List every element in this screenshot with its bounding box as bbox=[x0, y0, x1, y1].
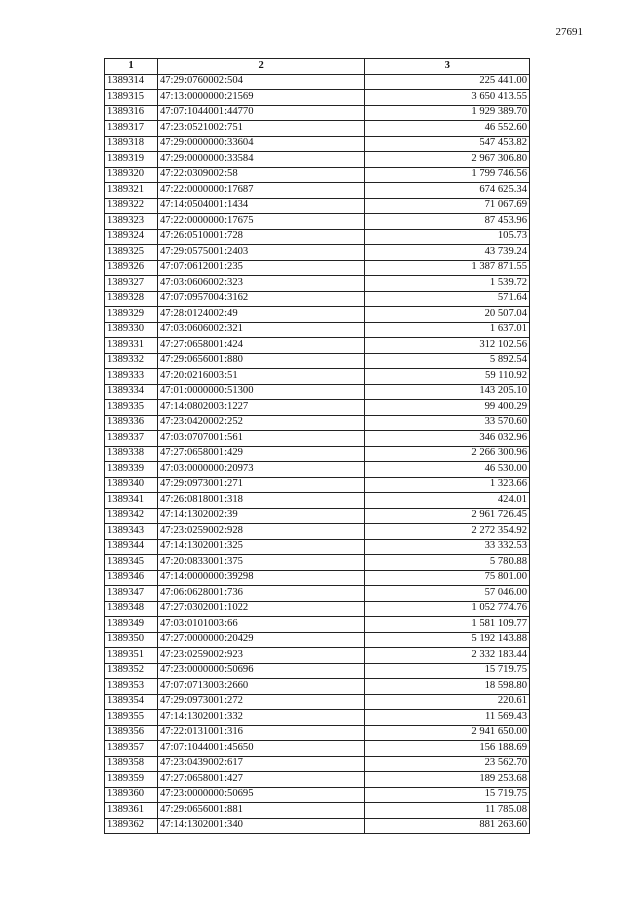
cadastral-value: 23 562.70 bbox=[365, 756, 530, 772]
table-row bbox=[105, 353, 530, 369]
row-number: 1389331 bbox=[105, 338, 158, 354]
table-header-row bbox=[105, 59, 530, 75]
cadastral-value: 2 266 300.96 bbox=[365, 446, 530, 462]
cadastral-number: 47:14:0504001:1434 bbox=[157, 198, 365, 214]
row-number: 1389357 bbox=[105, 741, 158, 757]
table-row bbox=[105, 446, 530, 462]
row-number: 1389341 bbox=[105, 493, 158, 509]
table-row bbox=[105, 617, 530, 633]
table-row bbox=[105, 90, 530, 106]
row-number: 1389349 bbox=[105, 617, 158, 633]
table-row bbox=[105, 245, 530, 261]
row-number: 1389356 bbox=[105, 725, 158, 741]
cadastral-number: 47:22:0000000:17675 bbox=[157, 214, 365, 230]
cadastral-value: 5 192 143.88 bbox=[365, 632, 530, 648]
column-header-1: 1 bbox=[105, 59, 158, 75]
table-row bbox=[105, 477, 530, 493]
cadastral-value: 220.61 bbox=[365, 694, 530, 710]
table-row bbox=[105, 105, 530, 121]
cadastral-value: 1 323.66 bbox=[365, 477, 530, 493]
table-row bbox=[105, 415, 530, 431]
table-row bbox=[105, 539, 530, 555]
table-row bbox=[105, 508, 530, 524]
row-number: 1389315 bbox=[105, 90, 158, 106]
cadastral-number: 47:14:1302002:39 bbox=[157, 508, 365, 524]
cadastral-value: 3 650 413.55 bbox=[365, 90, 530, 106]
cadastral-value: 5 780.88 bbox=[365, 555, 530, 571]
table-row bbox=[105, 818, 530, 834]
table-row bbox=[105, 524, 530, 540]
cadastral-value: 33 332.53 bbox=[365, 539, 530, 555]
cadastral-number: 47:14:0000000:39298 bbox=[157, 570, 365, 586]
row-number: 1389358 bbox=[105, 756, 158, 772]
table-row bbox=[105, 338, 530, 354]
row-number: 1389317 bbox=[105, 121, 158, 137]
row-number: 1389345 bbox=[105, 555, 158, 571]
cadastral-value-table bbox=[104, 58, 530, 834]
table-row bbox=[105, 648, 530, 664]
cadastral-value: 15 719.75 bbox=[365, 787, 530, 803]
table-row bbox=[105, 710, 530, 726]
cadastral-number: 47:23:0420002:252 bbox=[157, 415, 365, 431]
row-number: 1389337 bbox=[105, 431, 158, 447]
cadastral-value: 1 581 109.77 bbox=[365, 617, 530, 633]
table-row bbox=[105, 400, 530, 416]
column-header-2: 2 bbox=[157, 59, 365, 75]
row-number: 1389319 bbox=[105, 152, 158, 168]
cadastral-value: 346 032.96 bbox=[365, 431, 530, 447]
row-number: 1389324 bbox=[105, 229, 158, 245]
table-row bbox=[105, 167, 530, 183]
row-number: 1389360 bbox=[105, 787, 158, 803]
table-row bbox=[105, 756, 530, 772]
table-row bbox=[105, 663, 530, 679]
cadastral-number: 47:07:1044001:45650 bbox=[157, 741, 365, 757]
cadastral-number: 47:29:0575001:2403 bbox=[157, 245, 365, 261]
row-number: 1389322 bbox=[105, 198, 158, 214]
table-row bbox=[105, 229, 530, 245]
table-row bbox=[105, 183, 530, 199]
cadastral-value: 881 263.60 bbox=[365, 818, 530, 834]
cadastral-number: 47:27:0302001:1022 bbox=[157, 601, 365, 617]
cadastral-number: 47:07:0713003:2660 bbox=[157, 679, 365, 695]
cadastral-value: 46 530.00 bbox=[365, 462, 530, 478]
row-number: 1389351 bbox=[105, 648, 158, 664]
row-number: 1389333 bbox=[105, 369, 158, 385]
cadastral-number: 47:23:0259002:923 bbox=[157, 648, 365, 664]
table-row bbox=[105, 741, 530, 757]
table-row bbox=[105, 214, 530, 230]
cadastral-number: 47:26:0818001:318 bbox=[157, 493, 365, 509]
table-row bbox=[105, 787, 530, 803]
table-row bbox=[105, 384, 530, 400]
table-row bbox=[105, 276, 530, 292]
cadastral-number: 47:27:0658001:427 bbox=[157, 772, 365, 788]
table-row bbox=[105, 725, 530, 741]
cadastral-number: 47:29:0656001:880 bbox=[157, 353, 365, 369]
cadastral-number: 47:07:0957004:3162 bbox=[157, 291, 365, 307]
row-number: 1389353 bbox=[105, 679, 158, 695]
row-number: 1389348 bbox=[105, 601, 158, 617]
table-row bbox=[105, 694, 530, 710]
row-number: 1389362 bbox=[105, 818, 158, 834]
cadastral-number: 47:03:0707001:561 bbox=[157, 431, 365, 447]
table-row bbox=[105, 772, 530, 788]
table-row bbox=[105, 198, 530, 214]
table-row bbox=[105, 322, 530, 338]
row-number: 1389325 bbox=[105, 245, 158, 261]
table-row bbox=[105, 136, 530, 152]
cadastral-number: 47:14:1302001:340 bbox=[157, 818, 365, 834]
row-number: 1389320 bbox=[105, 167, 158, 183]
row-number: 1389318 bbox=[105, 136, 158, 152]
row-number: 1389321 bbox=[105, 183, 158, 199]
cadastral-number: 47:23:0521002:751 bbox=[157, 121, 365, 137]
row-number: 1389339 bbox=[105, 462, 158, 478]
cadastral-value: 2 967 306.80 bbox=[365, 152, 530, 168]
table-row bbox=[105, 369, 530, 385]
row-number: 1389361 bbox=[105, 803, 158, 819]
cadastral-value: 75 801.00 bbox=[365, 570, 530, 586]
row-number: 1389334 bbox=[105, 384, 158, 400]
cadastral-value: 156 188.69 bbox=[365, 741, 530, 757]
cadastral-number: 47:29:0000000:33584 bbox=[157, 152, 365, 168]
table-row bbox=[105, 74, 530, 90]
row-number: 1389329 bbox=[105, 307, 158, 323]
cadastral-value: 71 067.69 bbox=[365, 198, 530, 214]
table-row bbox=[105, 570, 530, 586]
row-number: 1389347 bbox=[105, 586, 158, 602]
cadastral-number: 47:27:0658001:429 bbox=[157, 446, 365, 462]
cadastral-number: 47:01:0000000:51300 bbox=[157, 384, 365, 400]
cadastral-value: 1 637.01 bbox=[365, 322, 530, 338]
page-number: 27691 bbox=[555, 26, 583, 38]
cadastral-number: 47:23:0259002:928 bbox=[157, 524, 365, 540]
row-number: 1389326 bbox=[105, 260, 158, 276]
cadastral-value: 1 799 746.56 bbox=[365, 167, 530, 183]
cadastral-number: 47:23:0000000:50695 bbox=[157, 787, 365, 803]
table-row bbox=[105, 260, 530, 276]
row-number: 1389332 bbox=[105, 353, 158, 369]
cadastral-number: 47:23:0439002:617 bbox=[157, 756, 365, 772]
table-row bbox=[105, 601, 530, 617]
row-number: 1389330 bbox=[105, 322, 158, 338]
cadastral-number: 47:22:0309002:58 bbox=[157, 167, 365, 183]
row-number: 1389344 bbox=[105, 539, 158, 555]
row-number: 1389352 bbox=[105, 663, 158, 679]
cadastral-value: 11 569.43 bbox=[365, 710, 530, 726]
cadastral-value: 5 892.54 bbox=[365, 353, 530, 369]
cadastral-number: 47:29:0973001:272 bbox=[157, 694, 365, 710]
cadastral-number: 47:29:0973001:271 bbox=[157, 477, 365, 493]
cadastral-number: 47:22:0000000:17687 bbox=[157, 183, 365, 199]
column-header-3: 3 bbox=[365, 59, 530, 75]
cadastral-value: 189 253.68 bbox=[365, 772, 530, 788]
row-number: 1389350 bbox=[105, 632, 158, 648]
cadastral-number: 47:29:0000000:33604 bbox=[157, 136, 365, 152]
cadastral-value: 59 110.92 bbox=[365, 369, 530, 385]
cadastral-value: 105.73 bbox=[365, 229, 530, 245]
cadastral-number: 47:29:0760002:504 bbox=[157, 74, 365, 90]
cadastral-number: 47:14:1302001:332 bbox=[157, 710, 365, 726]
cadastral-value: 225 441.00 bbox=[365, 74, 530, 90]
cadastral-number: 47:14:0802003:1227 bbox=[157, 400, 365, 416]
cadastral-value: 99 400.29 bbox=[365, 400, 530, 416]
cadastral-value: 1 387 871.55 bbox=[365, 260, 530, 276]
cadastral-number: 47:20:0216003:51 bbox=[157, 369, 365, 385]
cadastral-value: 571.64 bbox=[365, 291, 530, 307]
cadastral-number: 47:06:0628001:736 bbox=[157, 586, 365, 602]
table-row bbox=[105, 462, 530, 478]
table-row bbox=[105, 493, 530, 509]
cadastral-value: 674 625.34 bbox=[365, 183, 530, 199]
cadastral-value: 2 272 354.92 bbox=[365, 524, 530, 540]
row-number: 1389346 bbox=[105, 570, 158, 586]
cadastral-value: 87 453.96 bbox=[365, 214, 530, 230]
table-row bbox=[105, 121, 530, 137]
row-number: 1389328 bbox=[105, 291, 158, 307]
row-number: 1389338 bbox=[105, 446, 158, 462]
cadastral-value: 2 332 183.44 bbox=[365, 648, 530, 664]
cadastral-number: 47:27:0000000:20429 bbox=[157, 632, 365, 648]
cadastral-number: 47:26:0510001:728 bbox=[157, 229, 365, 245]
cadastral-number: 47:03:0606002:321 bbox=[157, 322, 365, 338]
table-row bbox=[105, 632, 530, 648]
cadastral-value: 18 598.80 bbox=[365, 679, 530, 695]
row-number: 1389342 bbox=[105, 508, 158, 524]
cadastral-value: 11 785.08 bbox=[365, 803, 530, 819]
cadastral-number: 47:03:0606002:323 bbox=[157, 276, 365, 292]
cadastral-number: 47:07:0612001:235 bbox=[157, 260, 365, 276]
cadastral-value: 547 453.82 bbox=[365, 136, 530, 152]
cadastral-value: 33 570.60 bbox=[365, 415, 530, 431]
cadastral-number: 47:22:0131001:316 bbox=[157, 725, 365, 741]
cadastral-number: 47:14:1302001:325 bbox=[157, 539, 365, 555]
row-number: 1389340 bbox=[105, 477, 158, 493]
table-row bbox=[105, 152, 530, 168]
row-number: 1389323 bbox=[105, 214, 158, 230]
cadastral-value: 15 719.75 bbox=[365, 663, 530, 679]
cadastral-number: 47:27:0658001:424 bbox=[157, 338, 365, 354]
row-number: 1389359 bbox=[105, 772, 158, 788]
row-number: 1389355 bbox=[105, 710, 158, 726]
cadastral-number: 47:23:0000000:50696 bbox=[157, 663, 365, 679]
table-row bbox=[105, 679, 530, 695]
cadastral-number: 47:20:0833001:375 bbox=[157, 555, 365, 571]
row-number: 1389354 bbox=[105, 694, 158, 710]
table-row bbox=[105, 291, 530, 307]
cadastral-value: 57 046.00 bbox=[365, 586, 530, 602]
cadastral-value: 424.01 bbox=[365, 493, 530, 509]
table-row bbox=[105, 431, 530, 447]
table-row bbox=[105, 555, 530, 571]
cadastral-value: 143 205.10 bbox=[365, 384, 530, 400]
cadastral-number: 47:28:0124002:49 bbox=[157, 307, 365, 323]
cadastral-value: 1 539.72 bbox=[365, 276, 530, 292]
row-number: 1389327 bbox=[105, 276, 158, 292]
table-row bbox=[105, 586, 530, 602]
row-number: 1389314 bbox=[105, 74, 158, 90]
cadastral-value: 20 507.04 bbox=[365, 307, 530, 323]
table-row bbox=[105, 307, 530, 323]
row-number: 1389335 bbox=[105, 400, 158, 416]
row-number: 1389336 bbox=[105, 415, 158, 431]
cadastral-value: 1 052 774.76 bbox=[365, 601, 530, 617]
cadastral-number: 47:13:0000000:21569 bbox=[157, 90, 365, 106]
row-number: 1389316 bbox=[105, 105, 158, 121]
cadastral-value: 1 929 389.70 bbox=[365, 105, 530, 121]
cadastral-value: 2 941 650.00 bbox=[365, 725, 530, 741]
cadastral-value: 43 739.24 bbox=[365, 245, 530, 261]
cadastral-number: 47:07:1044001:44770 bbox=[157, 105, 365, 121]
cadastral-value: 46 552.60 bbox=[365, 121, 530, 137]
table-row bbox=[105, 803, 530, 819]
cadastral-value: 312 102.56 bbox=[365, 338, 530, 354]
cadastral-number: 47:03:0000000:20973 bbox=[157, 462, 365, 478]
row-number: 1389343 bbox=[105, 524, 158, 540]
cadastral-number: 47:29:0656001:881 bbox=[157, 803, 365, 819]
cadastral-number: 47:03:0101003:66 bbox=[157, 617, 365, 633]
cadastral-value: 2 961 726.45 bbox=[365, 508, 530, 524]
